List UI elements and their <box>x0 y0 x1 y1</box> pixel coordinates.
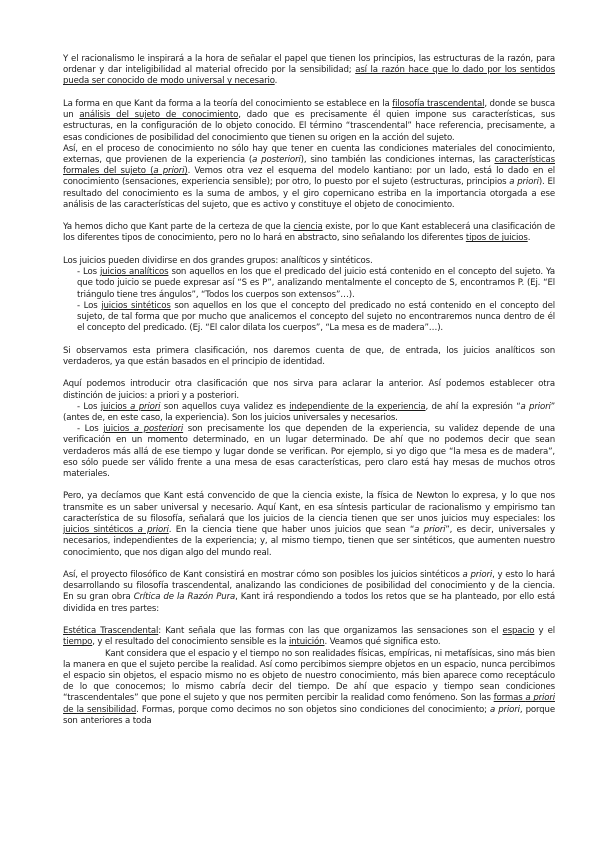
underlined-text: espacio <box>502 626 535 637</box>
text-run: . Vemos otra vez el esquema del modelo kantiano: por un lado, está lo dado en el conocimiento (sensaciones, experiencia sensible); por otro, lo puesto por el sujeto (estructuras, principios <box>63 166 555 188</box>
paragraph-rationalism <box>63 54 555 88</box>
list-item-synthetic-judgments <box>63 301 555 335</box>
text-run: formas <box>493 693 526 704</box>
text-run: - Los <box>77 267 100 278</box>
italic-text: a priori <box>520 401 551 412</box>
text-run: : Kant señala que las formas con las que organizamos las sensaciones son el <box>158 626 503 637</box>
paragraph-transcendental-aesthetic <box>63 626 555 648</box>
text-run: . Veamos qué significa esto. <box>324 637 441 648</box>
text-run: son aquellos en los que el concepto del predicado no está contenido en el concepto del sujeto, de tal forma que por mucho que analicemos el concepto del sujeto no encontraremos nunca dentro de él el concepto del predicado. (Ej. “El calor dilata los cuerpos”, “La mesa es de madera”…). <box>77 300 555 334</box>
text-run: ). El resultado del conocimiento es la suma de ambos, y el giro copernicano estriba en la importancia otorgada a ese análisis de las características del sujeto, que es activo y constituye el objeto de conocimiento. <box>63 177 555 210</box>
indented-item <box>63 267 555 301</box>
list-item-analytic-judgments <box>63 267 555 301</box>
text-run: Ya hemos dicho que Kant parte de la certeza de que la <box>63 222 294 233</box>
italic-text: a priori <box>153 166 185 177</box>
indented-item <box>63 424 555 479</box>
paragraph-judgment-groups <box>63 256 555 267</box>
underlined-text: independiente de la experiencia <box>289 401 426 412</box>
text-run: ”, es decir, universales y necesarios, independientes de la experiencia; y, al mismo tiempo, tienen que ser sintéticos, que aumenten nuestro conocimiento, que nos digan algo del mundo real. <box>63 525 555 558</box>
text-run: Aquí podemos introducir otra clasificación que nos sirva para aclarar la anterior. Así podemos establecer otra distinción de juicios: a priori y a posteriori. <box>63 379 555 401</box>
text-run: . Formas, porque como decimos no son objetos sino condiciones del conocimiento; <box>136 704 490 715</box>
text-run: , Kant irá respondiendo a todos los retos que se ha planteado, por ello está dividida en tres partes: <box>63 592 555 614</box>
text-run: juicios <box>103 424 134 435</box>
text-run: - Los <box>77 401 101 412</box>
underlined-text: filosofía trascendental <box>392 98 485 109</box>
text-run: juicios sintéticos <box>63 525 138 536</box>
underlined-text: juicios analíticos <box>99 267 169 278</box>
text-run: ), sino también las condiciones internas, las <box>300 154 495 165</box>
text-run: , y esto lo hará desarrollando su filosofía trascendental, analizando las condiciones de posibilidad del conocimiento y de la ciencia. En su gran obra <box>63 570 555 603</box>
italic-text: a posteriori <box>133 424 184 435</box>
underlined-text <box>63 525 169 535</box>
text-run: . <box>527 233 531 244</box>
text-run: son aquellos cuya validez es <box>160 401 290 412</box>
underlined-text: juicios sintéticos <box>101 300 171 311</box>
list-item-a-posteriori <box>63 424 555 480</box>
text-run: Así, el proyecto filosófico de Kant consistirá en mostrar cómo son posibles los juicios sintéticos <box>63 570 463 580</box>
text-run: existe, por lo que Kant establecerá una clasificación de los diferentes tipos de conocimiento, pero no lo hará en abstracto, sino señalando los diferentes <box>63 222 555 244</box>
italic-text: a priori <box>509 177 539 188</box>
text-run: , porque son anteriores a toda <box>63 704 555 726</box>
underlined-text <box>101 402 161 412</box>
text-run: . En la ciencia tiene que haber unos juicios que sean “ <box>168 525 415 536</box>
text-run: ) <box>184 166 188 177</box>
text-run: juicios <box>100 401 131 412</box>
underlined-text: análisis del sujeto de conocimiento <box>79 110 239 121</box>
text-run: , donde se busca un <box>63 98 555 121</box>
italic-text: a priori <box>525 693 555 704</box>
text-run: . <box>274 76 278 87</box>
text-run: ” (antes de, en este caso, la experiencia). Son los juicios universales y necesarios. <box>63 401 556 423</box>
document-body <box>63 54 555 727</box>
text-run: Así, en el proceso de conocimiento no sólo hay que tener en cuenta las condiciones materiales del conocimiento, externas, que provienen de la experiencia ( <box>63 143 555 165</box>
indented-item <box>63 301 555 335</box>
text-run: , de ahí la expresión “ <box>425 401 521 412</box>
italic-text: a priori <box>130 401 161 412</box>
paragraph-space-time <box>63 649 555 727</box>
italic-text: a priori <box>137 525 169 536</box>
underlined-text: así la razón hace que lo dado por los sentidos pueda ser conocido de modo universal y necesario <box>63 65 555 87</box>
italic-text: a priori <box>414 525 446 536</box>
text-run: son precisamente los que dependen de la experiencia, su validez depende de una verificación en un momento determinado, en un lugar determinado. De ahí que no podemos decir que sean verdaderos más allá de ese tiempo y lugar donde se verifican. Por ejemplo, si yo digo que “la mesa es de madera”, eso sólo puede ser válido frente a una mesa de esas características, pero claro está hay mesas de muchos otros materiales. <box>63 424 555 479</box>
text-run: de la sensibilidad <box>63 704 137 715</box>
section-heading: Estética Trascendental <box>63 626 159 637</box>
text-run: Kant considera que el espacio y el tiempo no son realidades físicas, empíricas, ni metafísicas, sino más bien la manera en que el sujeto percibe la realidad. Así como percibimos siempre objetos en un espacio, nunca percibimos el espacio sin objetos, el espacio mismo no es objeto de nuestro conocimiento, más bien aparece como receptáculo de lo que conocemos; lo mismo cabría decir del tiempo. De ahí que espacio y tiempo sean condiciones “trascendentales” que pone el sujeto y que nos permiten percibir la realidad como fenómeno. Son las <box>63 648 555 704</box>
text-run: y el <box>534 626 555 637</box>
paragraph-transcendental <box>63 99 555 144</box>
paragraph-second-classification <box>63 379 555 401</box>
text-run: características formales del sujeto ( <box>63 154 555 177</box>
italic-text: a priori <box>462 570 493 580</box>
italic-text: Crítica de la Razón Pura <box>133 592 236 603</box>
paragraph-science-judgments <box>63 222 555 244</box>
indented-item <box>63 402 555 423</box>
text-run: Y el racionalismo le inspirará a la hora de señalar el papel que tienen los principios, las estructuras de la razón, para ordenar y dar inteligibilidad al material ofrecido por la sensibilidad; <box>63 54 555 76</box>
paragraph-first-classification <box>63 346 555 368</box>
paragraph-synthetic-a-priori <box>63 491 555 558</box>
text-run: son aquellos en los que el predicado del juicio está contenido en el concepto del sujeto. Ya que todo juicio se puede expresar así “S es P”, analizando mentalmente el concepto de S, encontramos P. (Ej. “El triángulo tiene tres ángulos”, “Todos los cuerpos son extensos”…). <box>77 267 555 300</box>
paragraph-knowledge-process <box>63 144 555 211</box>
underlined-text: tipos de juicios <box>465 233 528 244</box>
text-run: , y el resultado del conocimiento sensible es la <box>92 637 289 648</box>
text-run: - Los <box>77 424 104 435</box>
text-run: - Los <box>77 300 102 311</box>
underlined-text: intuición <box>288 637 325 648</box>
italic-text: a priori <box>489 704 520 715</box>
text-run: Si observamos esta primera clasificación, nos daremos cuenta de que, de entrada, los juicios analíticos son verdaderos, ya que están basados en el principio de identidad. <box>63 345 555 367</box>
text-run: Los juicios pueden dividirse en dos grandes grupos: analíticos y sintéticos. <box>63 255 373 266</box>
text-run: La forma en que Kant da forma a la teoría del conocimiento se establece en la <box>63 98 393 109</box>
list-item-a-priori <box>63 402 555 424</box>
underlined-text: ciencia <box>293 222 323 233</box>
underlined-text <box>103 424 183 434</box>
underlined-text: tiempo <box>63 637 93 648</box>
paragraph-kant-project <box>63 570 555 615</box>
italic-text: a posteriori <box>252 154 301 165</box>
text-run: , dado que es precisamente él quien impone sus características, sus estructuras, en la configuración de lo objeto conocido. El término “trascendental” hace referencia, precisamente, a esas condiciones de posibilidad del conocimiento que tienen su origen en la acción del sujeto. <box>63 110 555 143</box>
text-run: Pero, ya decíamos que Kant está convencido de que la ciencia existe, la física de Newton lo expresa, y lo que nos transmite es un saber universal y necesario. Aquí Kant, en esa síntesis particular de racionalismo y empirismo tan característica de su filosofía, señalará que los juicios de la ciencia tienen que ser unos juicios muy especiales: los <box>63 491 555 524</box>
